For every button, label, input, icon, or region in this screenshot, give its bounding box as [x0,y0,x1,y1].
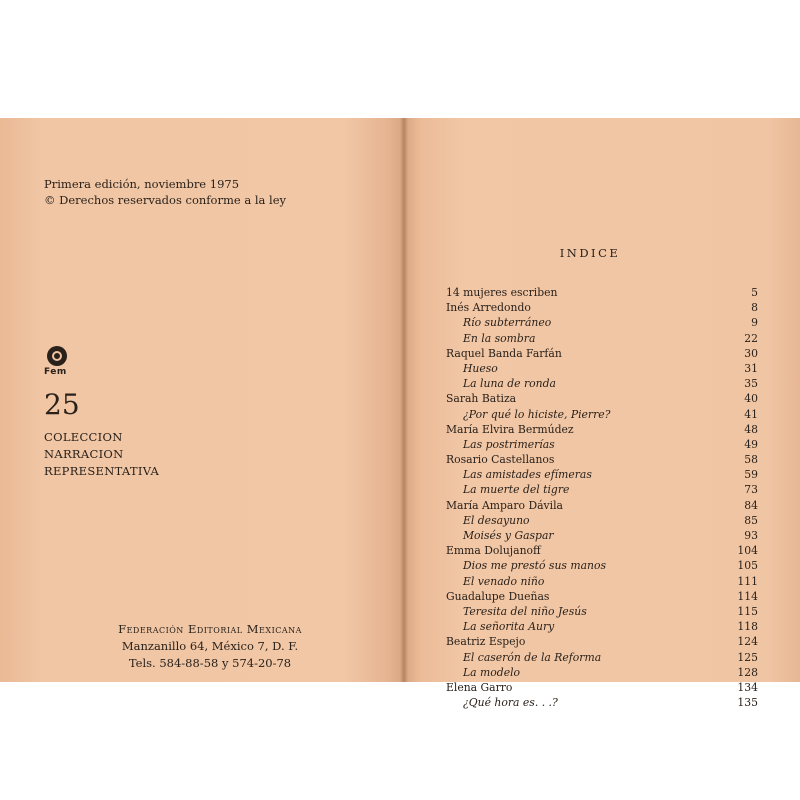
toc-entry-title: Raquel Banda Farfán [446,346,562,360]
toc-page-number: 105 [737,559,758,573]
toc-entry-title: En la sombra [463,331,536,345]
toc-entry-title: Guadalupe Dueñas [446,589,550,603]
copyright-line: © Derechos reservados conforme a la ley [44,193,287,207]
toc-author-row [446,452,758,467]
toc-page-number: 73 [744,483,758,497]
toc-story-row [446,665,758,680]
toc-entry-title: Rosario Castellanos [446,453,555,467]
toc-author-row [446,680,758,695]
toc-page-number: 111 [737,574,758,588]
toc-page-number: 35 [744,377,758,391]
toc-entry-title: María Elvira Bermúdez [446,422,574,436]
toc-page-number: 125 [737,650,758,664]
toc-entry-title: La modelo [463,665,521,679]
toc-entry-title: La muerte del tigre [463,483,570,497]
toc-story-row [446,604,758,619]
toc-story-row [446,695,758,710]
toc-story-row [446,558,758,573]
toc-story-row [446,467,758,482]
toc-story-row [446,528,758,543]
toc-page-number: 9 [751,316,758,330]
toc-author-row [446,285,758,300]
toc-entry-title: Elena Garro [446,680,513,694]
toc-page-number: 48 [744,422,758,436]
toc-author-row [446,498,758,513]
publisher-address: Manzanillo 64, México 7, D. F. [121,639,299,653]
toc-story-row [446,574,758,589]
toc-entry-title: ¿Qué hora es. . .? [463,696,558,710]
collection-line: COLECCION [44,430,123,444]
toc-author-row [446,634,758,649]
collection-line: REPRESENTATIVA [44,464,160,478]
toc-story-row [446,407,758,422]
toc-story-row [446,619,758,634]
toc-entry-title: La luna de ronda [463,377,556,391]
logo-text: Fem [44,367,67,377]
edition-line: Primera edición, noviembre 1975 [44,177,240,191]
edition-info [44,176,286,208]
toc-author-row [446,391,758,406]
toc-page-number: 85 [744,513,758,527]
toc-entry-title: Sarah Batiza [446,392,517,406]
toc-entry-title: ¿Por qué lo hiciste, Pierre? [463,407,611,421]
toc-page-number: 128 [737,665,758,679]
left-page [0,118,404,682]
toc-author-row [446,543,758,558]
toc-page-number: 8 [751,301,758,315]
toc-entry-title: El caserón de la Reforma [463,650,602,664]
toc-entry-title: El desayuno [463,513,530,527]
toc-page-number: 135 [737,696,758,710]
toc-page-number: 134 [737,680,758,694]
toc-author-row [446,422,758,437]
collection-line: NARRACION [44,447,124,461]
toc-page-number: 124 [737,635,758,649]
toc-entry-title: La señorita Aury [463,620,555,634]
toc-entry-title: Inés Arredondo [446,301,531,315]
toc-story-row [446,361,758,376]
toc-page-number: 49 [744,437,758,451]
toc-story-row [446,376,758,391]
toc-story-row [446,482,758,497]
toc-author-row [446,300,758,315]
toc-page-number: 115 [737,604,758,618]
toc-entry-title: El venado niño [463,574,545,588]
toc-story-row [446,437,758,452]
toc-page-number: 40 [744,392,758,406]
toc-page-number: 118 [737,620,758,634]
table-of-contents [446,285,758,710]
toc-page-number: 30 [744,346,758,360]
toc-story-row [446,513,758,528]
toc-page-number: 84 [744,498,758,512]
toc-entry-title: Hueso [463,361,498,375]
toc-page-number: 22 [744,331,758,345]
toc-story-row [446,650,758,665]
fem-logo-icon [47,346,67,366]
toc-entry-title: Moisés y Gaspar [463,529,554,542]
toc-entry-title: María Amparo Dávila [446,498,563,512]
toc-entry-title: Emma Dolujanoff [446,544,541,558]
toc-page-number: 104 [737,544,758,558]
book-spread [0,118,800,710]
toc-entry-title: Beatriz Espejo [446,635,526,649]
toc-entry-title: Las postrimerías [463,437,555,451]
toc-author-row [446,346,758,361]
toc-entry-title: 14 mujeres escriben [446,286,558,299]
toc-entry-title: Teresita del niño Jesús [463,604,587,618]
publisher-info [110,621,310,672]
publisher-phone: Tels. 584-88-58 y 574-20-78 [128,656,292,670]
toc-page-number: 93 [744,529,758,542]
publisher-name: Federación Editorial Mexicana [118,622,302,636]
toc-entry-title: Las amistades efímeras [463,468,592,482]
toc-author-row [446,589,758,604]
toc-page-number: 5 [751,286,758,299]
toc-page-number: 59 [744,468,758,482]
book-gutter [400,118,408,682]
toc-entry-title: Dios me prestó sus manos [463,559,607,573]
toc-story-row [446,315,758,330]
toc-page-number: 31 [744,361,758,375]
toc-story-row [446,331,758,346]
toc-page-number: 58 [744,453,758,467]
collection-name [44,429,159,480]
toc-entry-title: Río subterráneo [463,316,552,330]
toc-page-number: 41 [744,407,758,421]
collection-number: 25 [44,388,80,421]
index-heading: INDICE [559,246,621,260]
publisher-logo [44,346,74,377]
toc-page-number: 114 [737,589,758,603]
